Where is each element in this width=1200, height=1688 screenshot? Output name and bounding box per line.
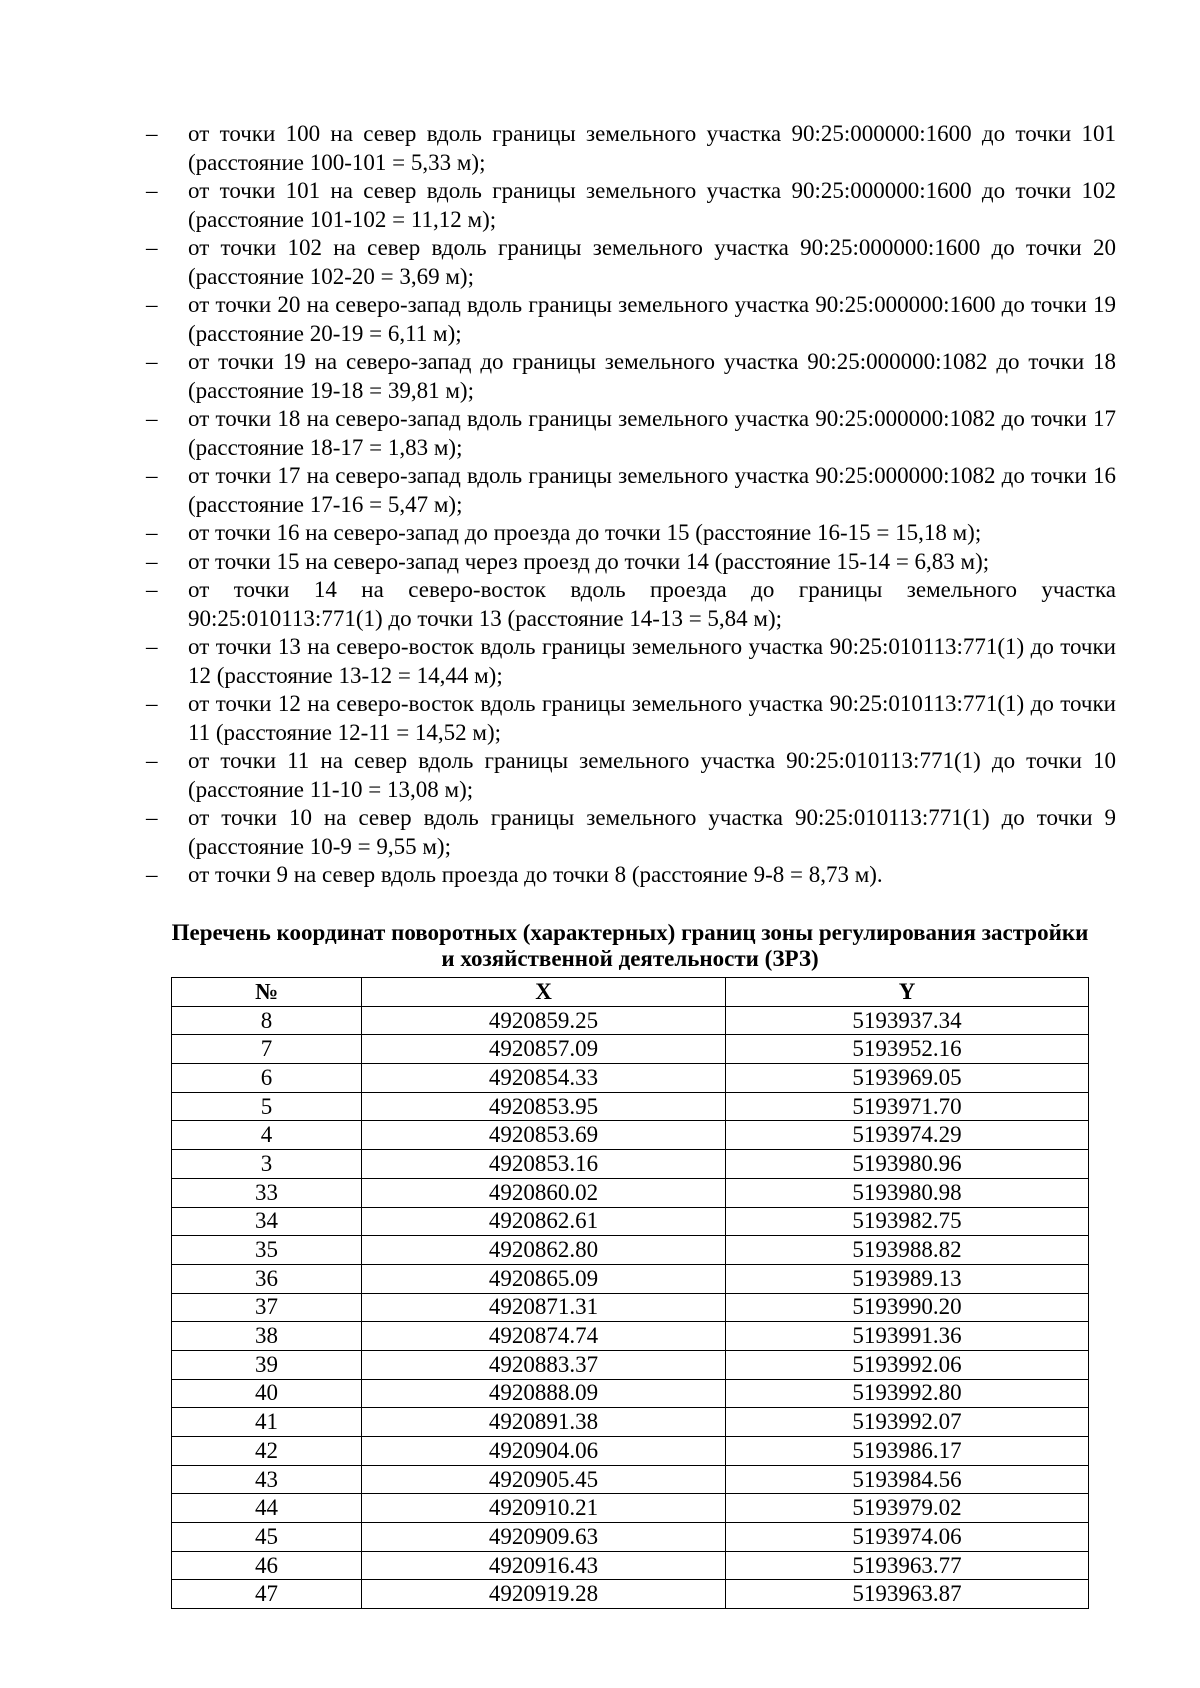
bullet-dash: –	[146, 862, 158, 887]
coordinates-heading-line-1: Перечень координат поворотных (характерных) границ зоны регулирования застройки	[171, 920, 1089, 945]
list-item-text: от точки 16 на северо-запад до проезда до точки 15 (расстояние 16-15 = 15,18 м);	[188, 520, 982, 545]
cell-point-number: 46	[172, 1551, 362, 1580]
column-header-number: №	[172, 978, 362, 1007]
table-row	[172, 1293, 1089, 1322]
cell-x: 4920883.37	[362, 1350, 726, 1379]
list-item	[146, 348, 1116, 405]
cell-point-number: 34	[172, 1207, 362, 1236]
cell-y: 5193980.96	[726, 1150, 1089, 1179]
coordinates-heading	[140, 920, 1120, 972]
table-row	[172, 1006, 1089, 1035]
list-item	[146, 861, 1116, 890]
cell-point-number: 45	[172, 1523, 362, 1552]
table-row	[172, 1494, 1089, 1523]
bullet-dash: –	[146, 548, 158, 574]
list-item-text: от точки 101 на север вдоль границы земельного участка 90:25:000000:1600 до точки 102 (расстояние 101-102 = 11,12 м);	[188, 178, 1116, 232]
list-item-text: от точки 19 на северо-запад до границы земельного участка 90:25:000000:1082 до точки 18 (расстояние 19-18 = 39,81 м);	[188, 349, 1116, 403]
cell-x: 4920859.25	[362, 1006, 726, 1035]
cell-x: 4920854.33	[362, 1064, 726, 1093]
list-item	[146, 234, 1116, 291]
cell-point-number: 38	[172, 1322, 362, 1351]
table-row	[172, 1350, 1089, 1379]
cell-y: 5193937.34	[726, 1006, 1089, 1035]
bullet-dash: –	[146, 577, 158, 602]
table-row	[172, 1121, 1089, 1150]
cell-point-number: 44	[172, 1494, 362, 1523]
cell-point-number: 39	[172, 1350, 362, 1379]
cell-x: 4920857.09	[362, 1035, 726, 1064]
bullet-dash: –	[146, 406, 158, 431]
table-row	[172, 1264, 1089, 1293]
list-item-text: от точки 10 на север вдоль границы земельного участка 90:25:010113:771(1) до точки 9 (расстояние 10-9 = 9,55 м);	[188, 805, 1116, 859]
cell-y: 5193969.05	[726, 1064, 1089, 1093]
cell-x: 4920860.02	[362, 1178, 726, 1207]
cell-x: 4920874.74	[362, 1322, 726, 1351]
list-item-text: от точки 20 на северо-запад вдоль границы земельного участка 90:25:000000:1600 до точки 19 (расстояние 20-19 = 6,11 м);	[188, 292, 1116, 346]
table-row	[172, 1150, 1089, 1179]
bullet-dash: –	[146, 292, 158, 317]
cell-y: 5193974.06	[726, 1523, 1089, 1552]
cell-y: 5193989.13	[726, 1264, 1089, 1293]
bullet-dash: –	[146, 520, 158, 545]
column-header-x: X	[362, 978, 726, 1007]
cell-x: 4920853.69	[362, 1121, 726, 1150]
table-row	[172, 1207, 1089, 1236]
cell-y: 5193984.56	[726, 1465, 1089, 1494]
cell-x: 4920853.16	[362, 1150, 726, 1179]
cell-x: 4920909.63	[362, 1523, 726, 1552]
coordinates-table	[171, 977, 1089, 1609]
cell-y: 5193979.02	[726, 1494, 1089, 1523]
column-header-y: Y	[726, 978, 1089, 1007]
table-row	[172, 1465, 1089, 1494]
bullet-dash: –	[146, 748, 158, 773]
list-item	[146, 120, 1116, 177]
list-item-text: от точки 12 на северо-восток вдоль границы земельного участка 90:25:010113:771(1) до точки 11 (расстояние 12-11 = 14,52 м);	[188, 691, 1116, 745]
cell-x: 4920862.61	[362, 1207, 726, 1236]
cell-point-number: 3	[172, 1150, 362, 1179]
table-row	[172, 1064, 1089, 1093]
list-item	[146, 633, 1116, 690]
list-item-text: от точки 13 на северо-восток вдоль границы земельного участка 90:25:010113:771(1) до точки 12 (расстояние 13-12 = 14,44 м);	[188, 634, 1116, 688]
list-item-text: от точки 100 на север вдоль границы земельного участка 90:25:000000:1600 до точки 101 (расстояние 100-101 = 5,33 м);	[188, 121, 1116, 175]
bullet-dash: –	[146, 691, 158, 716]
cell-point-number: 43	[172, 1465, 362, 1494]
cell-x: 4920905.45	[362, 1465, 726, 1494]
bullet-dash: –	[146, 178, 158, 203]
list-item	[146, 576, 1116, 633]
cell-x: 4920891.38	[362, 1408, 726, 1437]
table-row	[172, 1408, 1089, 1437]
list-item	[146, 519, 1116, 548]
cell-y: 5193980.98	[726, 1178, 1089, 1207]
cell-point-number: 40	[172, 1379, 362, 1408]
list-item	[146, 747, 1116, 804]
bullet-dash: –	[146, 805, 158, 830]
cell-x: 4920862.80	[362, 1236, 726, 1265]
list-item-text: от точки 102 на север вдоль границы земельного участка 90:25:000000:1600 до точки 20 (расстояние 102-20 = 3,69 м);	[188, 235, 1116, 289]
bullet-dash: –	[146, 235, 158, 260]
list-item	[146, 548, 1116, 577]
cell-y: 5193991.36	[726, 1322, 1089, 1351]
list-item	[146, 804, 1116, 861]
cell-x: 4920916.43	[362, 1551, 726, 1580]
cell-point-number: 33	[172, 1178, 362, 1207]
cell-x: 4920865.09	[362, 1264, 726, 1293]
cell-x: 4920904.06	[362, 1437, 726, 1466]
cell-y: 5193974.29	[726, 1121, 1089, 1150]
cell-point-number: 6	[172, 1064, 362, 1093]
cell-point-number: 37	[172, 1293, 362, 1322]
list-item-text: от точки 15 на северо-запад через проезд до точки 14 (расстояние 15-14 = 6,83 м);	[188, 548, 990, 574]
cell-y: 5193992.06	[726, 1350, 1089, 1379]
cell-x: 4920888.09	[362, 1379, 726, 1408]
cell-point-number: 42	[172, 1437, 362, 1466]
cell-point-number: 36	[172, 1264, 362, 1293]
bullet-dash: –	[146, 634, 158, 659]
list-item-text: от точки 14 на северо-восток вдоль проезда до границы земельного участка 90:25:010113:771(1) до точки 13 (расстояние 14-13 = 5,84 м);	[188, 577, 1116, 631]
cell-point-number: 7	[172, 1035, 362, 1064]
boundary-description-list	[146, 120, 1116, 890]
cell-x: 4920910.21	[362, 1494, 726, 1523]
cell-point-number: 5	[172, 1092, 362, 1121]
cell-point-number: 8	[172, 1006, 362, 1035]
list-item	[146, 690, 1116, 747]
cell-y: 5193992.07	[726, 1408, 1089, 1437]
cell-y: 5193992.80	[726, 1379, 1089, 1408]
table-row	[172, 1580, 1089, 1609]
table-row	[172, 1322, 1089, 1351]
table-row	[172, 1437, 1089, 1466]
cell-y: 5193952.16	[726, 1035, 1089, 1064]
cell-y: 5193986.17	[726, 1437, 1089, 1466]
bullet-dash: –	[146, 463, 158, 488]
coordinates-heading-line-2: и хозяйственной деятельности (ЗРЗ)	[441, 946, 819, 971]
table-row	[172, 1092, 1089, 1121]
list-item	[146, 462, 1116, 519]
table-row	[172, 1236, 1089, 1265]
list-item	[146, 405, 1116, 462]
list-item-text: от точки 17 на северо-запад вдоль границы земельного участка 90:25:000000:1082 до точки 16 (расстояние 17-16 = 5,47 м);	[188, 463, 1116, 517]
cell-y: 5193982.75	[726, 1207, 1089, 1236]
cell-y: 5193988.82	[726, 1236, 1089, 1265]
cell-point-number: 35	[172, 1236, 362, 1265]
table-header-row	[172, 978, 1089, 1007]
table-row	[172, 1178, 1089, 1207]
list-item-text: от точки 9 на север вдоль проезда до точки 8 (расстояние 9-8 = 8,73 м).	[188, 862, 883, 887]
coordinates-table-body	[172, 1006, 1089, 1608]
cell-point-number: 4	[172, 1121, 362, 1150]
cell-point-number: 41	[172, 1408, 362, 1437]
table-row	[172, 1551, 1089, 1580]
cell-x: 4920871.31	[362, 1293, 726, 1322]
table-row	[172, 1379, 1089, 1408]
cell-y: 5193963.77	[726, 1551, 1089, 1580]
bullet-dash: –	[146, 121, 158, 146]
cell-y: 5193990.20	[726, 1293, 1089, 1322]
cell-point-number: 47	[172, 1580, 362, 1609]
cell-x: 4920919.28	[362, 1580, 726, 1609]
table-row	[172, 1035, 1089, 1064]
cell-x: 4920853.95	[362, 1092, 726, 1121]
bullet-dash: –	[146, 349, 158, 374]
cell-y: 5193971.70	[726, 1092, 1089, 1121]
list-item	[146, 291, 1116, 348]
cell-y: 5193963.87	[726, 1580, 1089, 1609]
list-item-text: от точки 11 на север вдоль границы земельного участка 90:25:010113:771(1) до точки 10 (расстояние 11-10 = 13,08 м);	[188, 748, 1116, 802]
list-item	[146, 177, 1116, 234]
list-item-text: от точки 18 на северо-запад вдоль границы земельного участка 90:25:000000:1082 до точки 17 (расстояние 18-17 = 1,83 м);	[188, 406, 1116, 460]
table-row	[172, 1523, 1089, 1552]
